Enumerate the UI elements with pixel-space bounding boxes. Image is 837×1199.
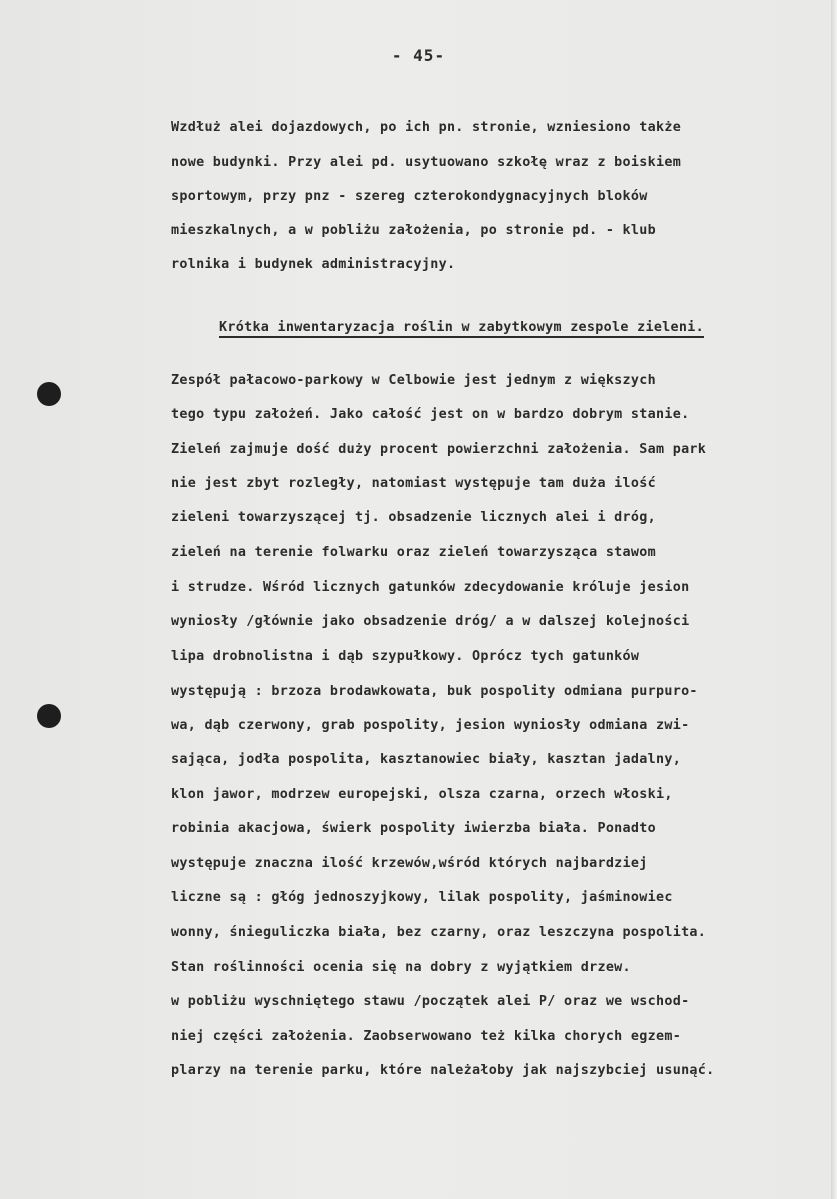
punch-hole-icon <box>37 704 61 728</box>
punch-hole-icon <box>37 382 61 406</box>
text-line: lipa drobnolistna i dąb szypułkowy. Oprócz tych gatunków <box>171 649 640 664</box>
text-line: w pobliżu wyschniętego stawu /początek alei P/ oraz we wschod- <box>171 994 690 1009</box>
text-line: Zespół pałacowo-parkowy w Celbowie jest jednym z większych <box>171 373 656 388</box>
text-line: niej części założenia. Zaobserwowano też kilka chorych egzem- <box>171 1029 682 1044</box>
text-line: sportowym, przy pnz - szereg czterokondygnacyjnych bloków <box>171 189 648 204</box>
text-line: i strudze. Wśród licznych gatunków zdecydowanie króluje jesion <box>171 580 690 595</box>
text-line: plarzy na terenie parku, które należałoby jak najszybciej usunąć. <box>171 1063 715 1078</box>
text-line: sająca, jodła pospolita, kasztanowiec biały, kasztan jadalny, <box>171 752 682 767</box>
text-line: tego typu założeń. Jako całość jest on w bardzo dobrym stanie. <box>171 407 690 422</box>
text-line: wonny, śnieguliczka biała, bez czarny, oraz leszczyna pospolita. <box>171 925 707 940</box>
page-number: - 45- <box>391 46 446 65</box>
text-line: Stan roślinności ocenia się na dobry z wyjątkiem drzew. <box>171 960 631 975</box>
text-line: nowe budynki. Przy alei pd. usytuowano szkołę wraz z boiskiem <box>171 155 682 170</box>
page-edge <box>831 0 837 1199</box>
text-line: występują : brzoza brodawkowata, buk pospolity odmiana purpuro- <box>171 684 698 699</box>
text-line: zieleń na terenie folwarku oraz zieleń towarzysząca stawom <box>171 545 656 560</box>
text-line: Zieleń zajmuje dość duży procent powierzchni założenia. Sam park <box>171 442 707 457</box>
text-line: wa, dąb czerwony, grab pospolity, jesion wyniosły odmiana zwi- <box>171 718 690 733</box>
section-heading: Krótka inwentaryzacja roślin w zabytkowym zespole zieleni. <box>219 320 704 338</box>
text-line: zieleni towarzyszącej tj. obsadzenie licznych alei i dróg, <box>171 510 656 525</box>
text-line: robinia akacjowa, świerk pospolity iwierzba biała. Ponadto <box>171 821 656 836</box>
text-line: występuje znaczna ilość krzewów,wśród których najbardziej <box>171 856 648 871</box>
text-line: nie jest zbyt rozległy, natomiast występuje tam duża ilość <box>171 476 656 491</box>
text-line: rolnika i budynek administracyjny. <box>171 257 456 272</box>
text-line: liczne są : głóg jednoszyjkowy, lilak pospolity, jaśminowiec <box>171 890 673 905</box>
text-line: Wzdłuż alei dojazdowych, po ich pn. stronie, wzniesiono także <box>171 120 682 135</box>
text-line: klon jawor, modrzew europejski, olsza czarna, orzech włoski, <box>171 787 673 802</box>
text-line: mieszkalnych, a w pobliżu założenia, po stronie pd. - klub <box>171 223 656 238</box>
text-line: wyniosły /głównie jako obsadzenie dróg/ a w dalszej kolejności <box>171 614 690 629</box>
